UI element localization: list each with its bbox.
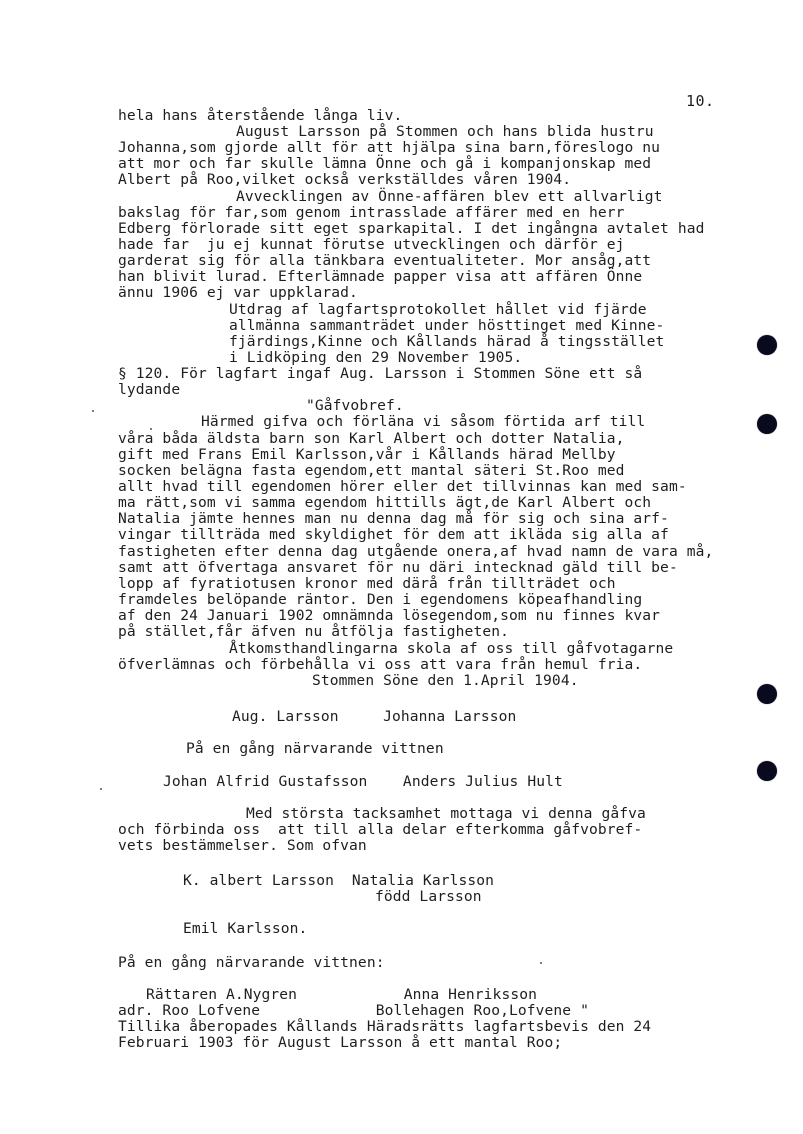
scan-speck: [100, 788, 102, 790]
witness-addresses: adr. Roo Lofvene Bollehagen Roo,Lofvene ": [118, 1002, 589, 1019]
text-line: Johanna,som gjorde allt för att hjälpa sina barn,föreslogo nu: [118, 139, 661, 156]
text-line: Åtkomsthandlingarna skola af oss till gåfvotagarne: [229, 640, 674, 657]
text-line: Tillika åberopades Kållands Häradsrätts lagfartsbevis den 24: [118, 1018, 652, 1035]
witness-names: Rättaren A.Nygren Anna Henriksson: [146, 986, 537, 1003]
text-line: Februari 1903 för August Larsson å ett mantal Roo;: [118, 1034, 563, 1051]
text-line: fastigheten efter denna dag utgående onera,af hvad namn de vara må,: [118, 543, 714, 560]
text-line: ännu 1906 ej var uppklarad.: [118, 284, 358, 301]
witness-heading: På en gång närvarande vittnen:: [118, 954, 385, 971]
text-line: gift med Frans Emil Karlsson,vår i Kållands härad Mellby: [118, 446, 616, 463]
scan-speck: [540, 962, 542, 964]
signature-line: Aug. Larsson Johanna Larsson: [232, 708, 517, 725]
punch-hole: [757, 414, 777, 434]
text-line: Avvecklingen av Önne-affären blev ett allvarligt: [236, 188, 663, 205]
punch-hole: [757, 684, 777, 704]
text-line: Med största tacksamhet mottaga vi denna gåfva: [246, 805, 646, 822]
text-line: fjärdings,Kinne och Kållands härad å tingsstället: [229, 333, 665, 350]
text-line: "Gåfvobref.: [306, 397, 404, 414]
text-line: Stommen Söne den 1.April 1904.: [312, 672, 579, 689]
text-line: hade far ju ej kunnat förutse utvecklingen och därför ej: [118, 236, 625, 253]
text-line: garderat sig för alla tänkbara eventualiteter. Mor ansåg,att: [118, 252, 652, 269]
text-line: vingar tillträda med skyldighet för dem att ikläda sig alla af: [118, 526, 669, 543]
text-line: socken belägna fasta egendom,ett mantal säteri St.Roo med: [118, 462, 625, 479]
text-line: vets bestämmelser. Som ofvan: [118, 837, 367, 854]
text-line: på stället,får äfven nu åtfölja fastigheten.: [118, 623, 509, 640]
signature-line: Emil Karlsson.: [183, 920, 308, 937]
page-number: 10.: [686, 92, 715, 110]
text-line: han blivit lurad. Efterlämnade papper visa att affären Önne: [118, 268, 643, 285]
text-line: bakslag för far,som genom intrasslade affärer med en herr: [118, 204, 625, 221]
text-line: Edberg förlorade sitt eget sparkapital. I det ingångna avtalet had: [118, 220, 705, 237]
signature-line: K. albert Larsson Natalia Karlsson: [183, 872, 495, 889]
text-line: våra båda äldsta barn son Karl Albert och dotter Natalia,: [118, 430, 625, 447]
text-line: Härmed gifva och förläna vi såsom förtida arf till: [201, 413, 646, 430]
text-line: § 120. För lagfart ingaf Aug. Larsson i Stommen Söne ett så: [118, 365, 643, 382]
text-line: allt hvad till egendomen hörer eller det tillvinnas kan med sam-: [118, 478, 687, 495]
witness-names: Johan Alfrid Gustafsson Anders Julius Hult: [163, 773, 563, 790]
text-line: öfverlämnas och förbehålla vi oss att vara från hemul fria.: [118, 656, 643, 673]
text-line: Utdrag af lagfartsprotokollet hållet vid fjärde: [229, 301, 647, 318]
text-line: August Larsson på Stommen och hans blida hustru: [236, 123, 654, 140]
text-line: ma rätt,som vi samma egendom hittills ägt,de Karl Albert och: [118, 494, 652, 511]
text-line: att mor och far skulle lämna Önne och gå i kompanjonskap med: [118, 155, 652, 172]
text-line: lydande: [118, 381, 181, 398]
scan-speck: [92, 410, 94, 412]
text-line: hela hans återstående långa liv.: [118, 107, 403, 124]
text-line: allmänna sammanträdet under hösttinget med Kinne-: [229, 317, 665, 334]
text-line: i Lidköping den 29 November 1905.: [229, 349, 523, 366]
text-line: af den 24 Januari 1902 omnämnda lösegendom,som nu finnes kvar: [118, 607, 661, 624]
witness-heading: På en gång närvarande vittnen: [186, 740, 444, 757]
text-line: samt att öfvertaga ansvaret för nu däri intecknad gäld till be-: [118, 559, 678, 576]
text-line: Natalia jämte hennes man nu denna dag må för sig och sina arf-: [118, 510, 669, 527]
punch-hole: [757, 335, 777, 355]
scan-speck: [150, 428, 152, 430]
signature-line: född Larsson: [375, 888, 482, 905]
text-line: och förbinda oss att till alla delar efterkomma gåfvobref-: [118, 821, 643, 838]
text-line: framdeles belöpande räntor. Den i egendomens köpeafhandling: [118, 591, 643, 608]
punch-hole: [757, 761, 777, 781]
text-line: Albert på Roo,vilket också verkställdes våren 1904.: [118, 171, 572, 188]
text-line: lopp af fyratiotusen kronor med därå från tillträdet och: [118, 575, 616, 592]
